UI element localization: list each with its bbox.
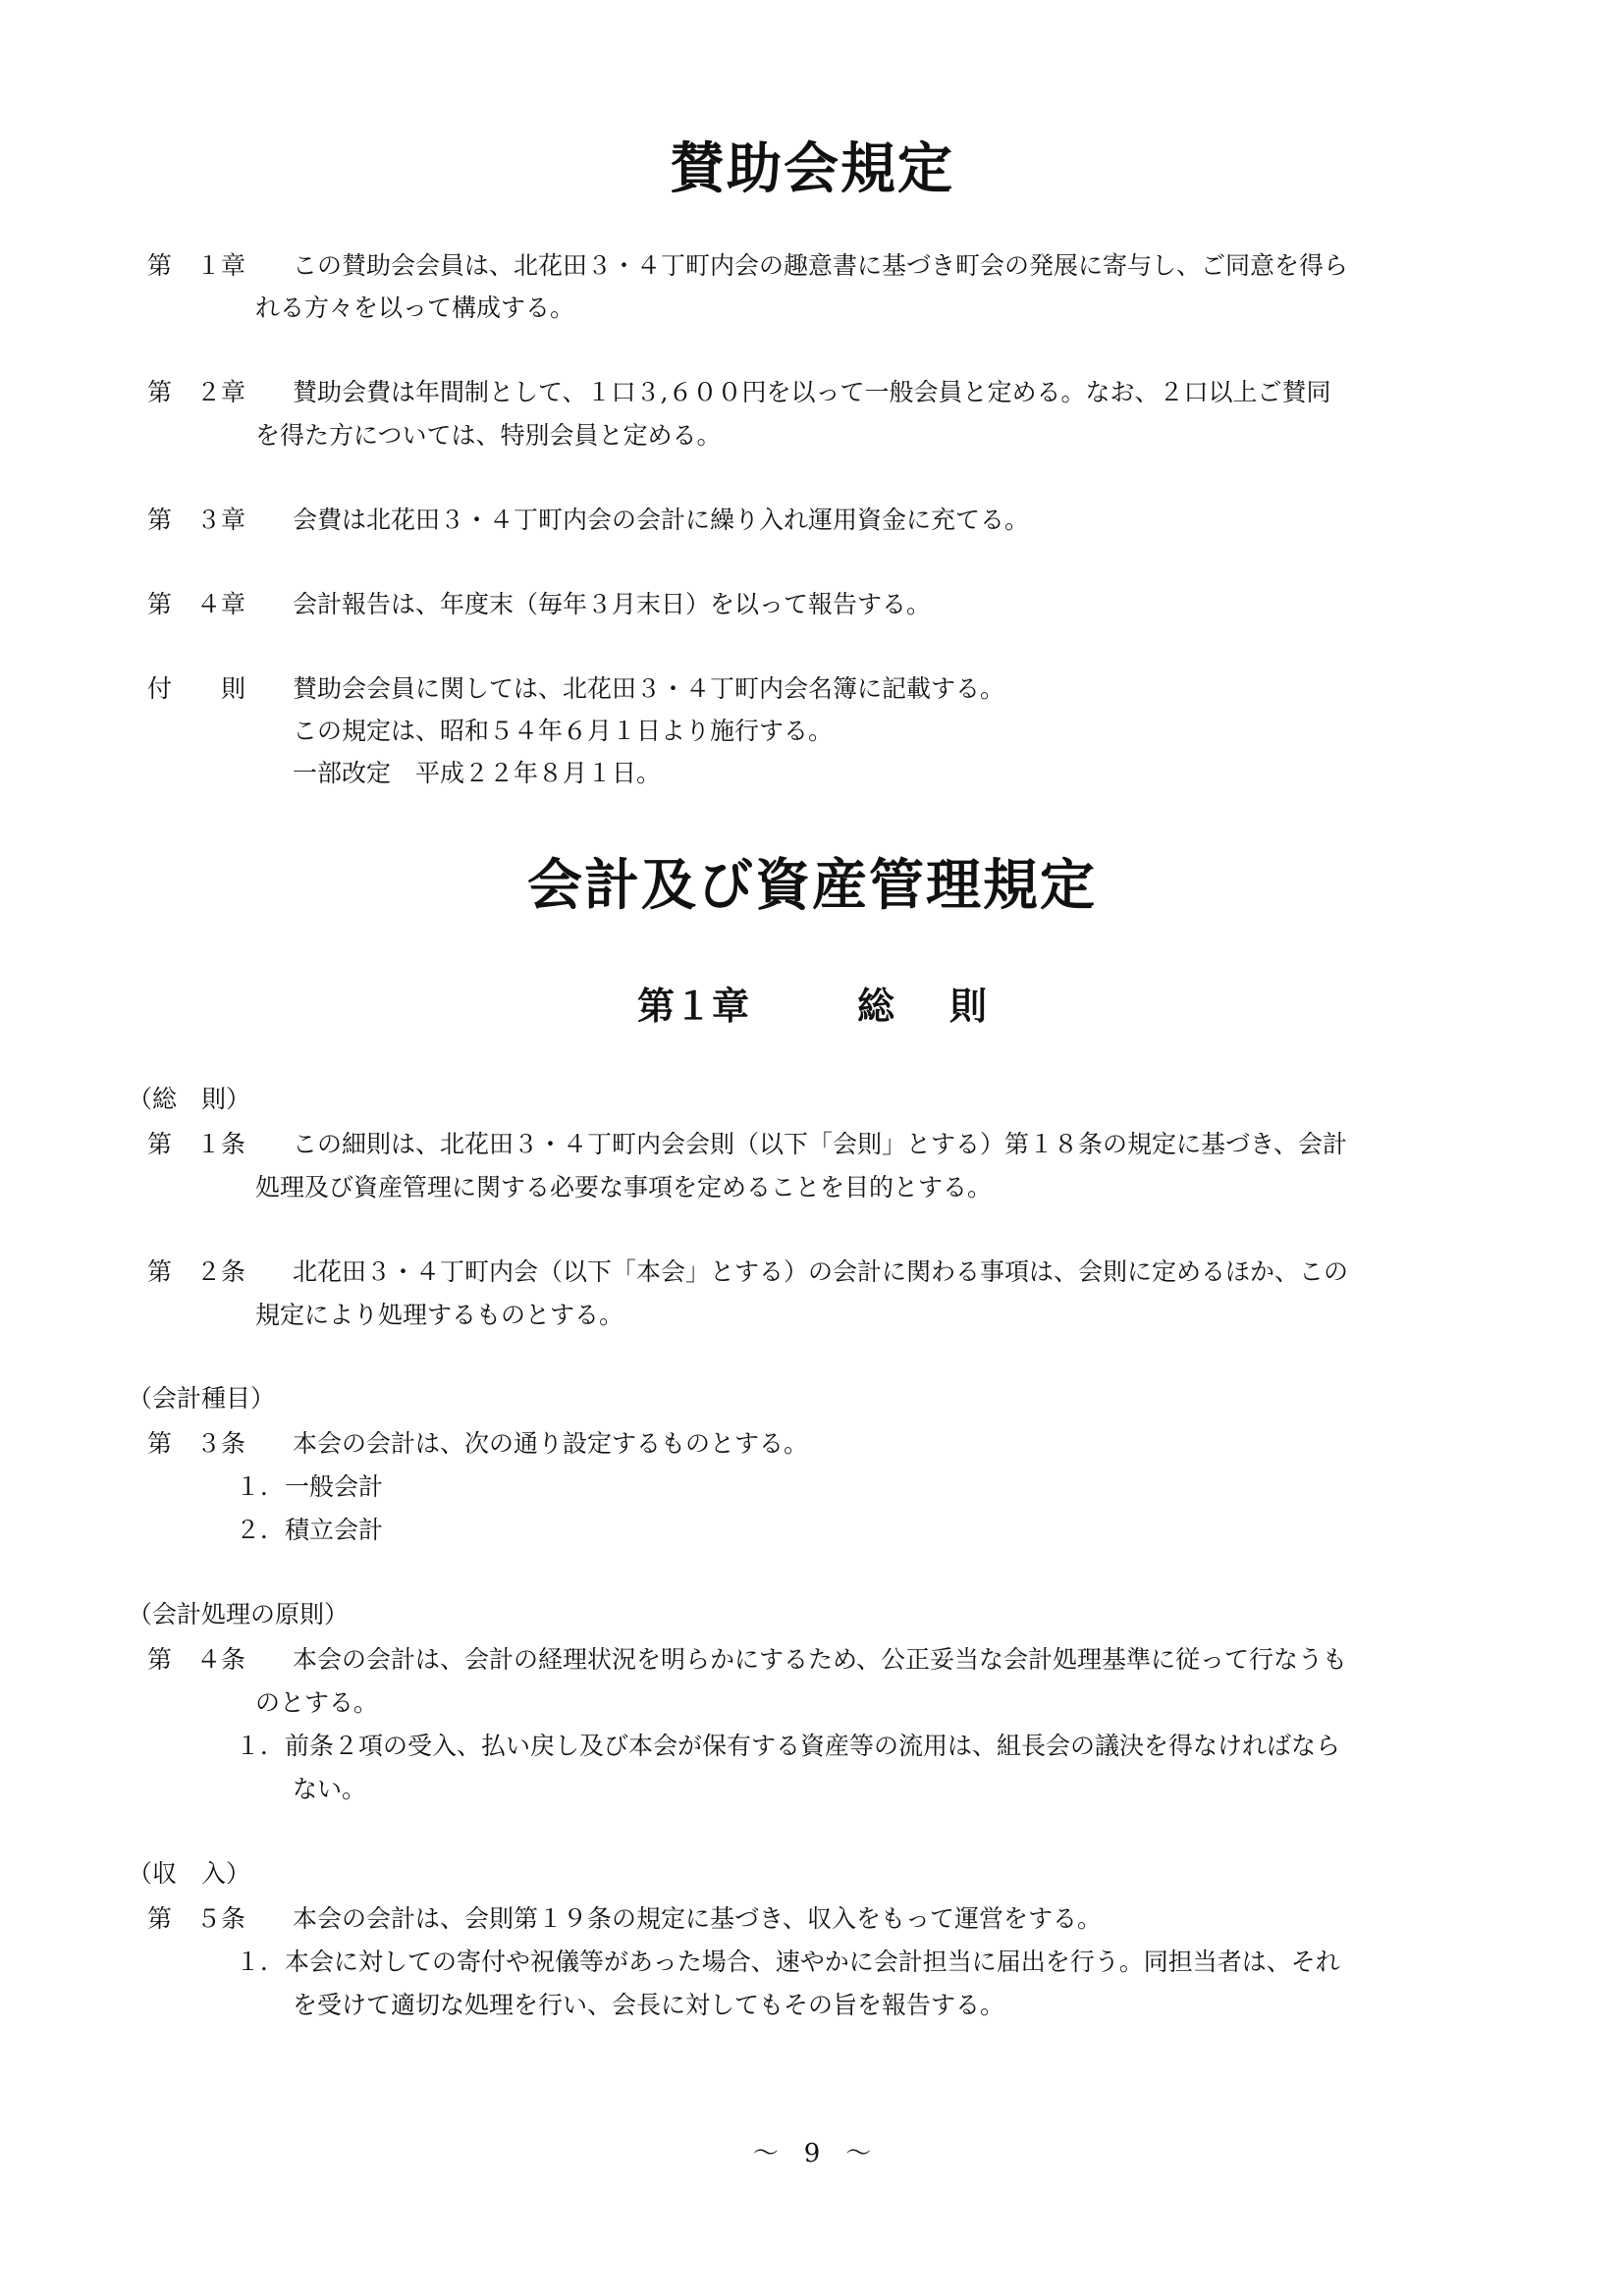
chapter-1-heading-number: 第１章 xyxy=(636,985,749,1028)
chapter-4-text: 会計報告は、年度末（毎年３月末日）を以って報告する。 xyxy=(293,590,932,618)
article-4-item-1-cont: ない。 xyxy=(293,1775,367,1803)
section-general: （総 則） xyxy=(128,1085,251,1113)
chapter-1-heading-word-2: 則 xyxy=(949,985,988,1028)
chapter-4-label: 第 ４章 xyxy=(147,590,246,618)
chapter-1-label: 第 １章 xyxy=(147,251,246,280)
article-5-label: 第 ５条 xyxy=(147,1904,246,1933)
supplementary-label: 付 則 xyxy=(147,674,246,703)
supplementary-text-1: 賛助会会員に関しては、北花田３・４丁町内会名簿に記載する。 xyxy=(293,674,1005,703)
supplementary-text-3: 一部改定 平成２２年８月１日。 xyxy=(293,759,662,787)
article-5-text: 本会の会計は、会則第１９条の規定に基づき、収入をもって運営をする。 xyxy=(293,1904,1103,1933)
article-5-item-1-cont: を受けて適切な処理を行い、会長に対してもその旨を報告する。 xyxy=(293,1991,1005,2019)
article-3-item-1: １．一般会計 xyxy=(236,1472,384,1501)
article-1-text: この細則は、北花田３・４丁町内会会則（以下「会則」とする）第１８条の規定に基づき、会計 xyxy=(293,1130,1348,1158)
article-2-text: 北花田３・４丁町内会（以下「本会」とする）の会計に関わる事項は、会則に定めるほか、この xyxy=(293,1257,1349,1286)
chapter-1-text: この賛助会会員は、北花田３・４丁町内会の趣意書に基づき町会の発展に寄与し、ご同意を得ら xyxy=(293,251,1349,280)
article-1-text-cont: 処理及び資産管理に関する必要な事項を定めることを目的とする。 xyxy=(255,1173,993,1201)
section-income: （収 入） xyxy=(128,1859,251,1888)
supplementary-text-2: この規定は、昭和５４年６月１日より施行する。 xyxy=(293,717,834,745)
chapter-3-label: 第 ３章 xyxy=(147,506,246,534)
chapter-2-label: 第 ２章 xyxy=(147,378,246,406)
section-principles: （会計処理の原則） xyxy=(128,1600,350,1629)
article-2-text-cont: 規定により処理するものとする。 xyxy=(255,1301,624,1329)
article-4-label: 第 ４条 xyxy=(147,1645,246,1674)
chapter-3-text: 会費は北花田３・４丁町内会の会計に繰り入れ運用資金に充てる。 xyxy=(293,506,1030,534)
article-3-item-2: ２．積立会計 xyxy=(236,1516,384,1544)
chapter-1-heading xyxy=(0,976,1624,1030)
article-2-label: 第 ２条 xyxy=(147,1257,246,1286)
article-4-text-cont: のとする。 xyxy=(255,1688,379,1717)
title-kaikei: 会計及び資産管理規定 xyxy=(527,854,1097,918)
section-account-types: （会計種目） xyxy=(128,1384,276,1413)
article-1-label: 第 １条 xyxy=(147,1130,246,1158)
article-4-text: 本会の会計は、会計の経理状況を明らかにするため、公正妥当な会計処理基準に従って行なうも xyxy=(293,1645,1348,1674)
chapter-1-text-cont: れる方々を以って構成する。 xyxy=(255,294,575,322)
title-sanjokai: 賛助会規定 xyxy=(670,137,954,201)
chapter-2-text-cont: を得た方については、特別会員と定める。 xyxy=(255,421,722,450)
chapter-2-text: 賛助会費は年間制として、１口３,６００円を以って一般会員と定める。なお、２口以上ご賛同 xyxy=(293,378,1331,406)
article-3-label: 第 ３条 xyxy=(147,1429,246,1458)
article-5-item-1: １．本会に対しての寄付や祝儀等があった場合、速やかに会計担当に届出を行う。同担当者は、それ xyxy=(236,1948,1340,1976)
article-3-text: 本会の会計は、次の通り設定するものとする。 xyxy=(293,1429,809,1458)
article-4-item-1: １．前条２項の受入、払い戻し及び本会が保有する資産等の流用は、組長会の議決を得なければなら xyxy=(236,1732,1341,1760)
page-number: ～ 9 ～ xyxy=(752,2139,872,2168)
chapter-1-heading-word-1: 総 xyxy=(856,985,894,1028)
